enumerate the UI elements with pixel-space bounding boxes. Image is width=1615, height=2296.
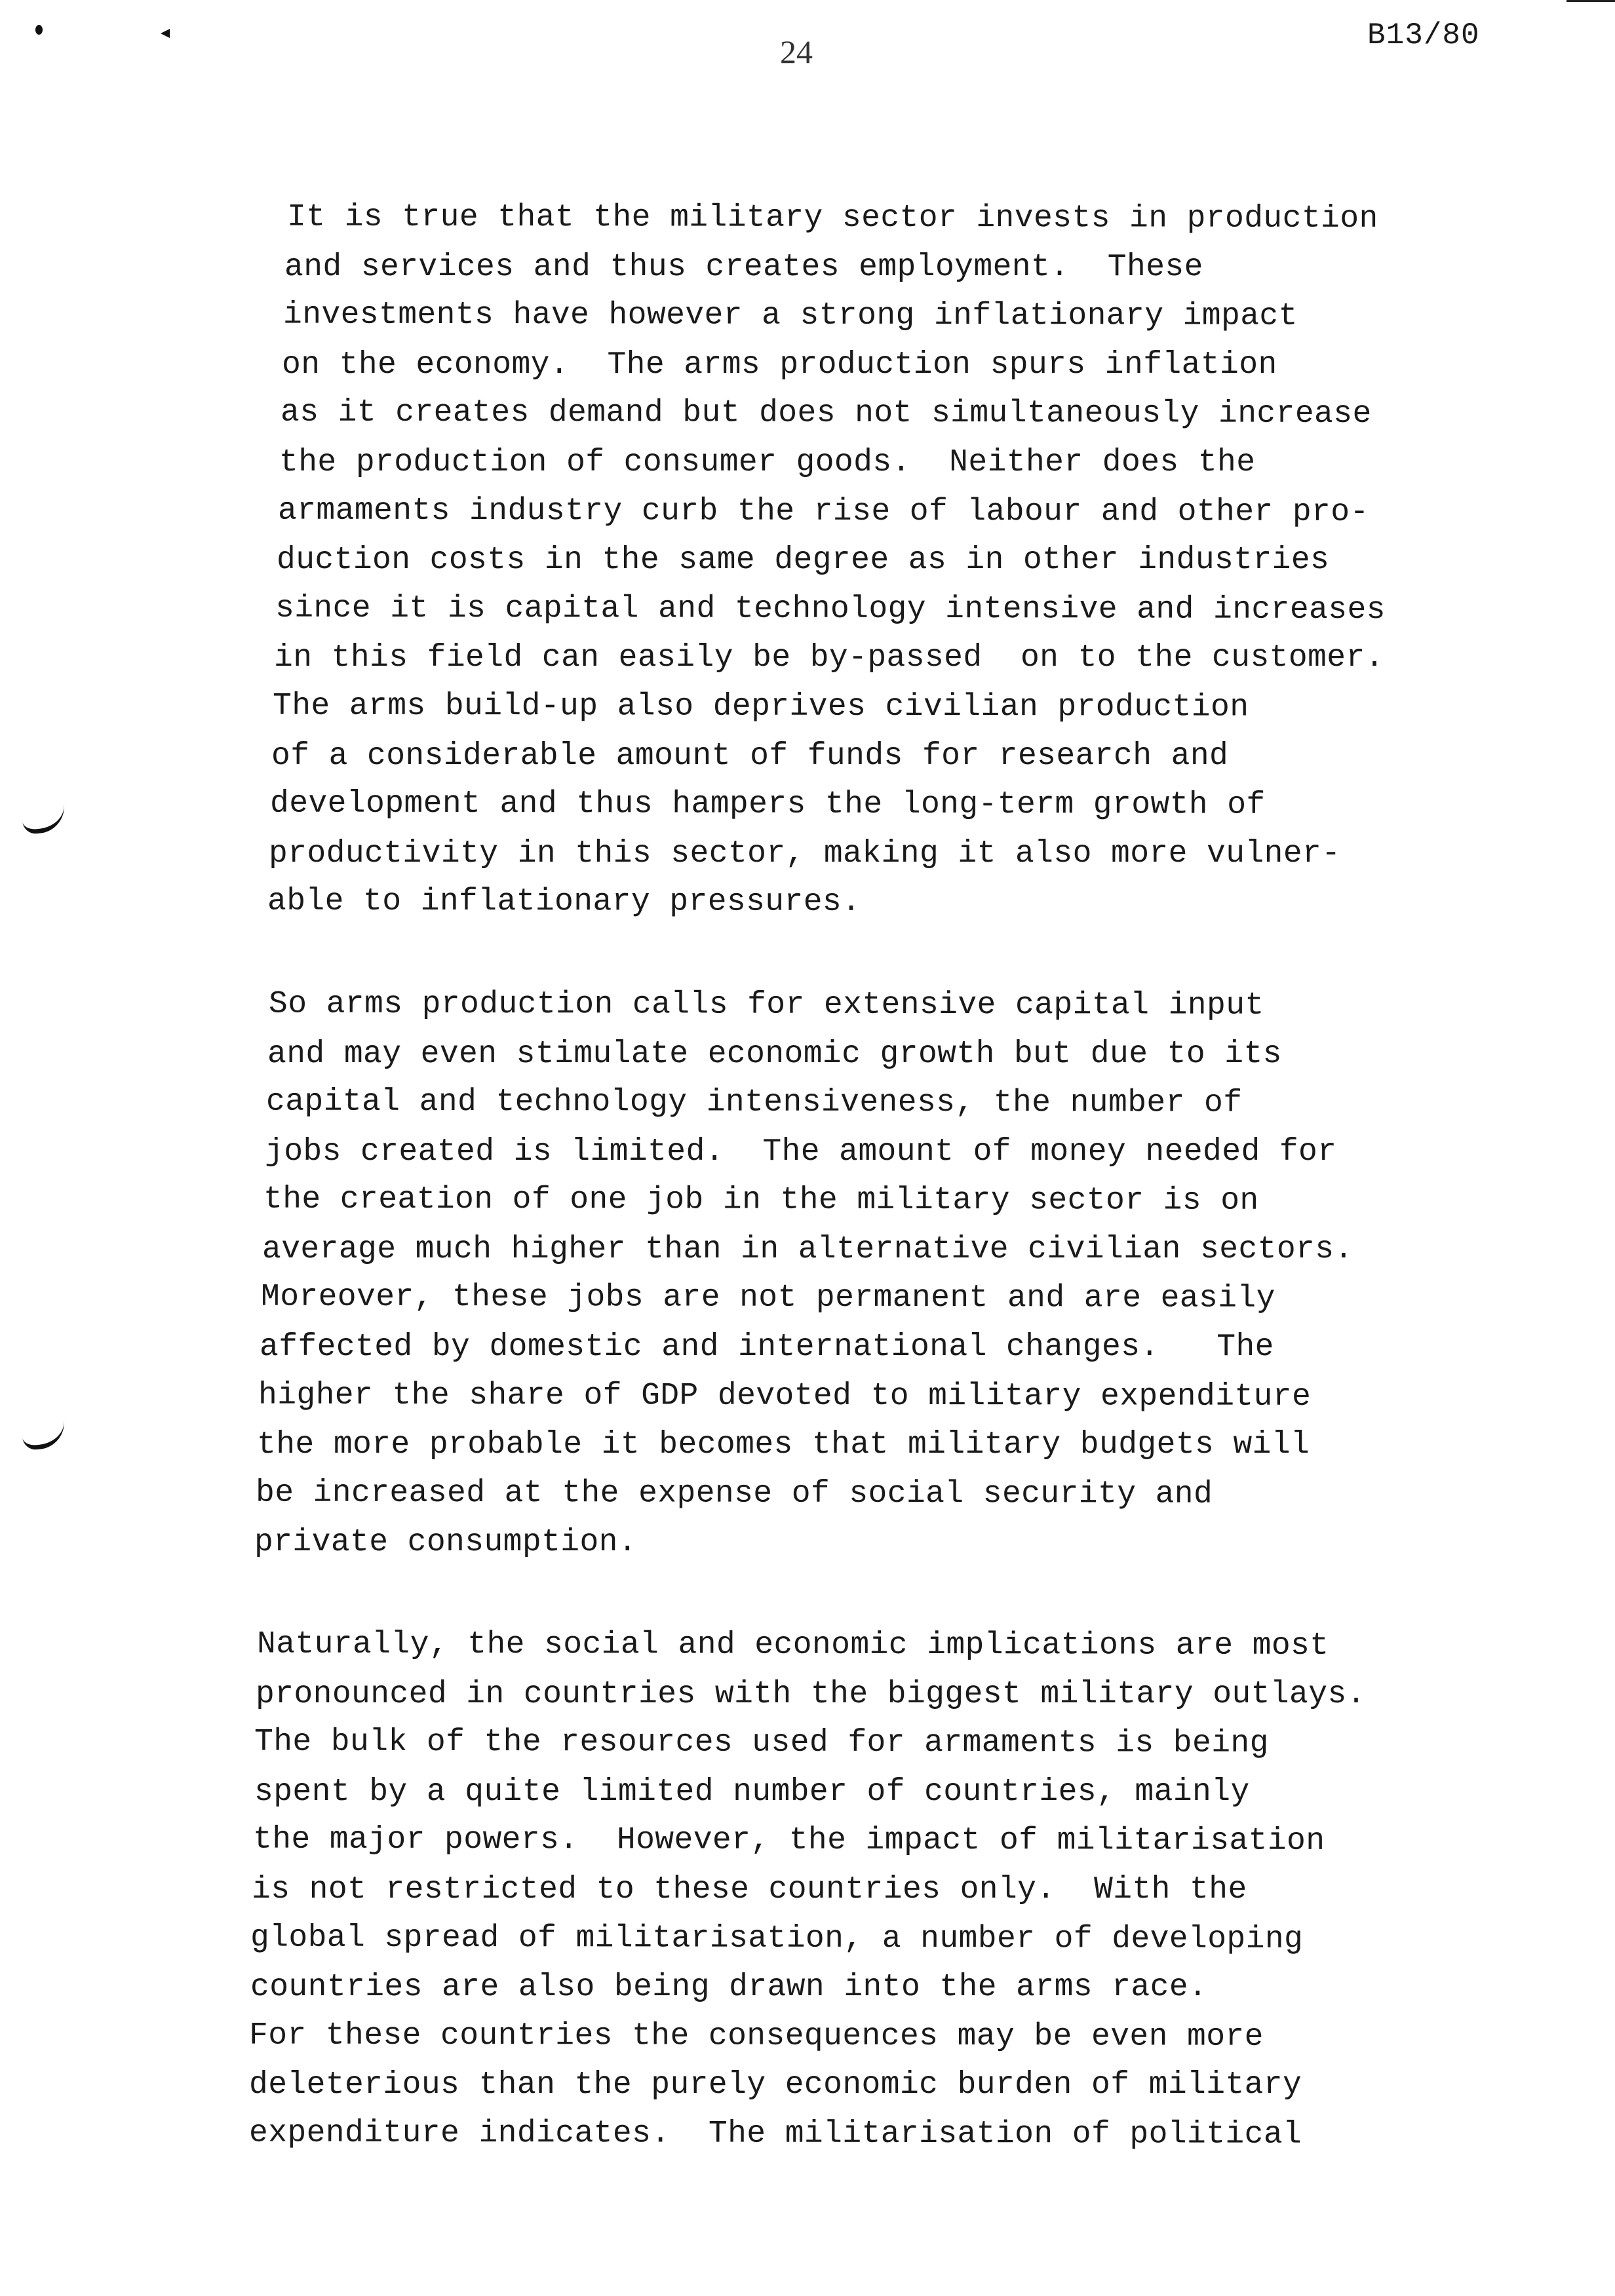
paragraph-3 — [249, 1621, 1560, 2159]
text-line: spent by a quite limited number of countries, mainly — [254, 1774, 1250, 1810]
text-line: capital and technology intensiveness, the number of — [265, 1084, 1243, 1121]
text-line: able to inflationary pressures. — [267, 883, 861, 921]
text-line: So arms production calls for extensive capital input — [268, 986, 1264, 1024]
text-line: of a considerable amount of funds for research and — [271, 738, 1229, 774]
text-line: and may even stimulate economic growth but due to its — [267, 1036, 1282, 1072]
text-line: average much higher than in alternative civilian sectors. — [262, 1231, 1353, 1267]
text-line: expenditure indicates. The militarisation of political — [248, 2115, 1302, 2152]
text-line: It is true that the military sector invests in production — [286, 199, 1378, 237]
paragraph-1 — [249, 194, 1560, 927]
text-line: and services and thus creates employment. These — [284, 249, 1203, 285]
text-line: the more probable it becomes that military budgets will — [257, 1427, 1310, 1463]
body-text — [249, 194, 1560, 2213]
text-line: be increased at the expense of social security and — [255, 1475, 1213, 1512]
text-line: since it is capital and technology intensive and increases — [275, 590, 1386, 628]
text-line: The bulk of the resources used for armaments is being — [254, 1724, 1269, 1761]
scan-edge-line — [1566, 0, 1615, 2]
punch-hole-mark-right — [161, 29, 170, 38]
text-line: the major powers. However, the impact of militarisation — [252, 1822, 1325, 1860]
text-line: is not restricted to these countries only. With the — [252, 1872, 1247, 1907]
text-line: countries are also being drawn into the arms race. — [250, 1970, 1208, 2006]
margin-mark-upper — [21, 804, 67, 835]
text-line: The arms build-up also deprives civilian production — [272, 688, 1249, 725]
text-line: global spread of militarisation, a number of developing — [250, 1920, 1304, 1957]
text-line: development and thus hampers the long-term growth of — [269, 786, 1266, 823]
text-line: on the economy. The arms production spurs inflation — [282, 347, 1277, 383]
text-line: productivity in this sector, making it also more vulner- — [269, 835, 1341, 871]
margin-mark-lower — [21, 1420, 67, 1451]
text-line: private consumption. — [254, 1525, 638, 1561]
text-line: the production of consumer goods. Neither does the — [279, 444, 1256, 480]
text-line: duction costs in the same degree as in other industries — [277, 543, 1330, 579]
text-line: affected by domestic and international changes. The — [260, 1330, 1274, 1366]
text-line: investments have however a strong inflationary impact — [282, 297, 1298, 334]
page-number: 24 — [780, 33, 813, 70]
punch-hole-mark-left — [35, 25, 43, 35]
text-line: deleterious than the purely economic burden of military — [249, 2067, 1302, 2103]
paragraph-2 — [249, 981, 1560, 1567]
document-reference: B13/80 — [1367, 18, 1480, 52]
text-line: higher the share of GDP devoted to military expenditure — [258, 1377, 1312, 1415]
text-line: in this field can easily be by-passed on to the customer. — [274, 640, 1384, 676]
text-line: For these countries the consequences may be even more — [248, 2018, 1264, 2055]
text-line: armaments industry curb the rise of labour and other pro- — [277, 493, 1369, 530]
text-line: jobs created is limited. The amount of money needed for — [265, 1134, 1337, 1170]
text-line: Moreover, these jobs are not permanent and are easily — [260, 1280, 1275, 1317]
text-line: pronounced in countries with the biggest military outlays. — [256, 1676, 1366, 1712]
text-line: Naturally, the social and economic implications are most — [256, 1626, 1329, 1664]
text-line: the creation of one job in the military sector is on — [263, 1181, 1259, 1219]
text-line: as it creates demand but does not simultaneously increase — [280, 395, 1372, 432]
